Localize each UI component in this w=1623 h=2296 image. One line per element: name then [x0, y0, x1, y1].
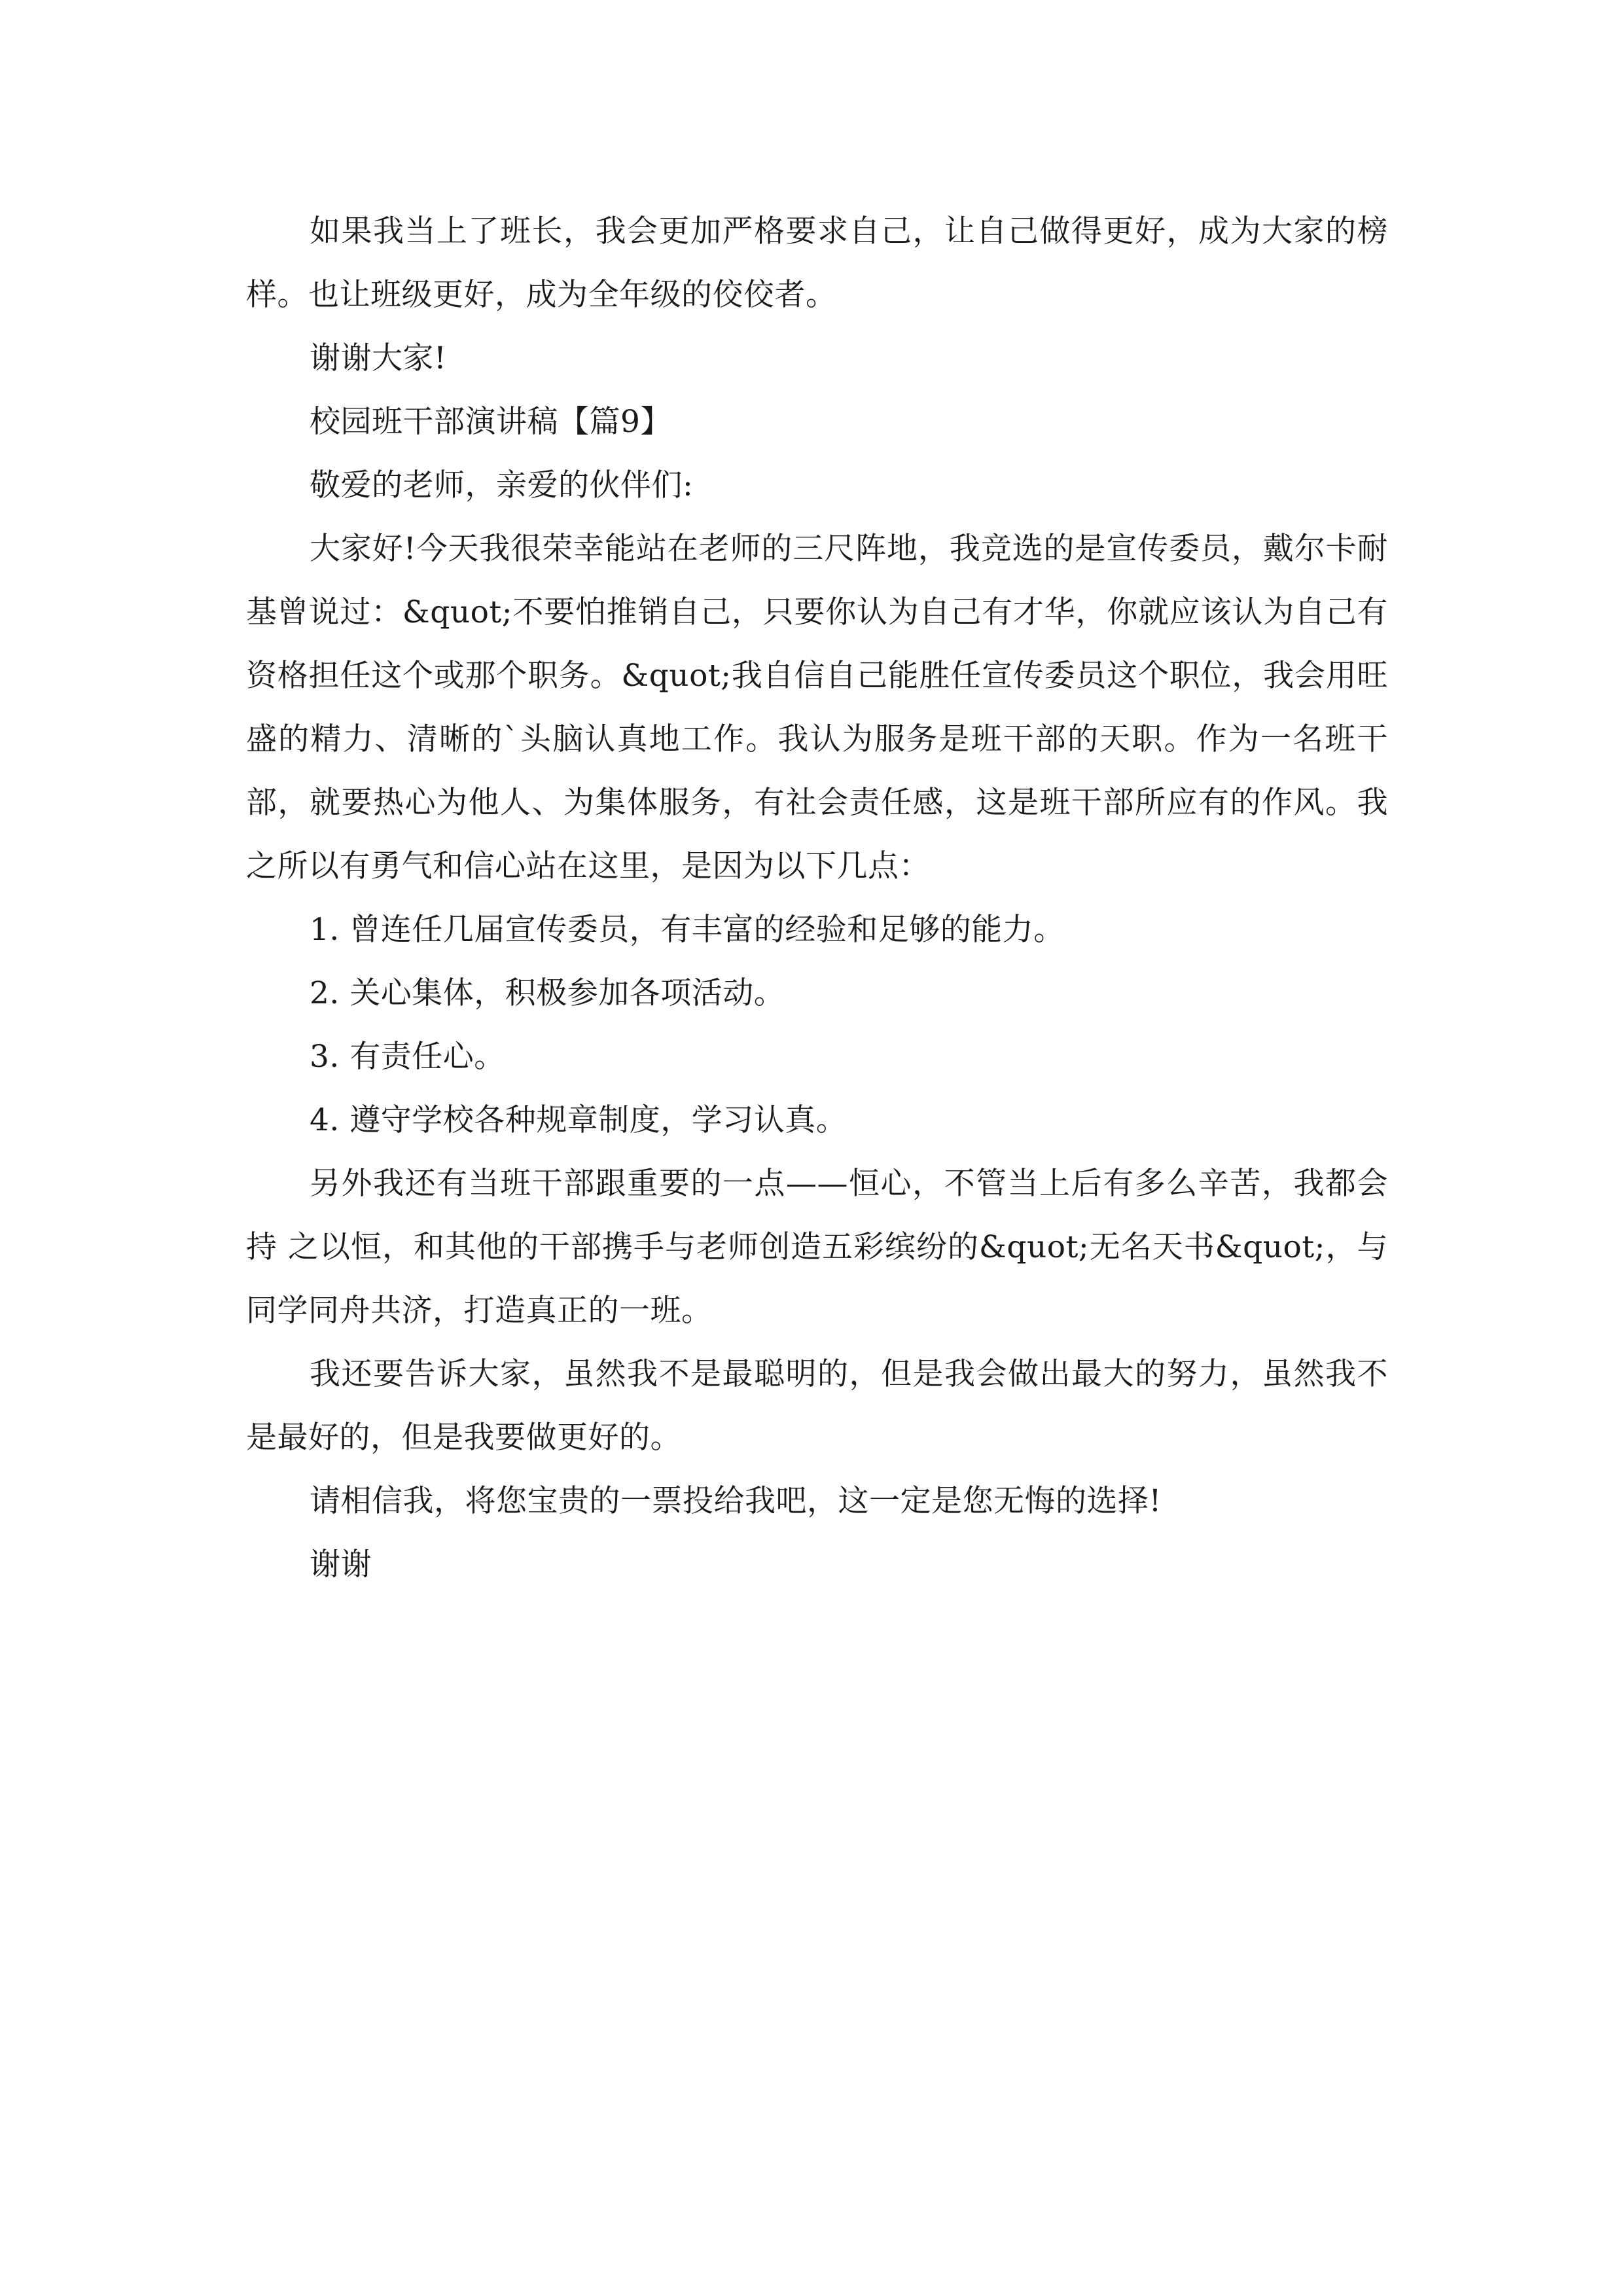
list-item: 3. 有责任心。 — [310, 1039, 505, 1075]
paragraph-effort: 我还要告诉大家，虽然我不是最聪明的，但是我会做出最大的努力，虽然我不是最好的，但是我要做更好的。 — [246, 1356, 1388, 1456]
section-heading: 校园班干部演讲稿【篇9】 — [310, 404, 671, 440]
list-item: 2. 关心集体，积极参加各项活动。 — [310, 975, 785, 1011]
list-item: 4. 遵守学校各种规章制度，学习认真。 — [310, 1102, 847, 1138]
paragraph-introduction: 大家好!今天我很荣幸能站在老师的三尺阵地，我竞选的是宣传委员，戴尔卡耐基曾说过：&quot;不要怕推销自己，只要你认为自己有才华，你就应该认为自己有资格担任这个或那个职务。&quot;我自信自己能胜任宣传委员这个职位，我会用旺盛的精力、清晰的`头脑认真地工作。我认为服务是班干部的天职。作为一名班干部，就要热心为他人、为集体服务，有社会责任感，这是班干部所应有的作风。我之所以有勇气和信心站在这里，是因为以下几点： — [246, 531, 1388, 884]
paragraph-vote-request: 请相信我，将您宝贵的一票投给我吧，这一定是您无悔的选择! — [310, 1483, 1162, 1519]
paragraph-closing-statement: 如果我当上了班长，我会更加严格要求自己，让自己做得更好，成为大家的榜样。也让班级更好，成为全年级的佼佼者。 — [246, 213, 1388, 313]
paragraph-thanks: 谢谢大家! — [310, 340, 447, 376]
paragraph-final-thanks: 谢谢 — [310, 1547, 372, 1583]
list-item: 1. 曾连任几届宣传委员，有丰富的经验和足够的能力。 — [310, 912, 1065, 948]
document-body — [246, 200, 1388, 1596]
paragraph-perseverance: 另外我还有当班干部跟重要的一点——恒心，不管当上后有多么辛苦，我都会持 之以恒，和其他的干部携手与老师创造五彩缤纷的&quot;无名天书&quot;，与同学同舟共济，打造真正的一班。 — [246, 1166, 1388, 1329]
paragraph-salutation: 敬爱的老师，亲爱的伙伴们: — [310, 467, 694, 503]
